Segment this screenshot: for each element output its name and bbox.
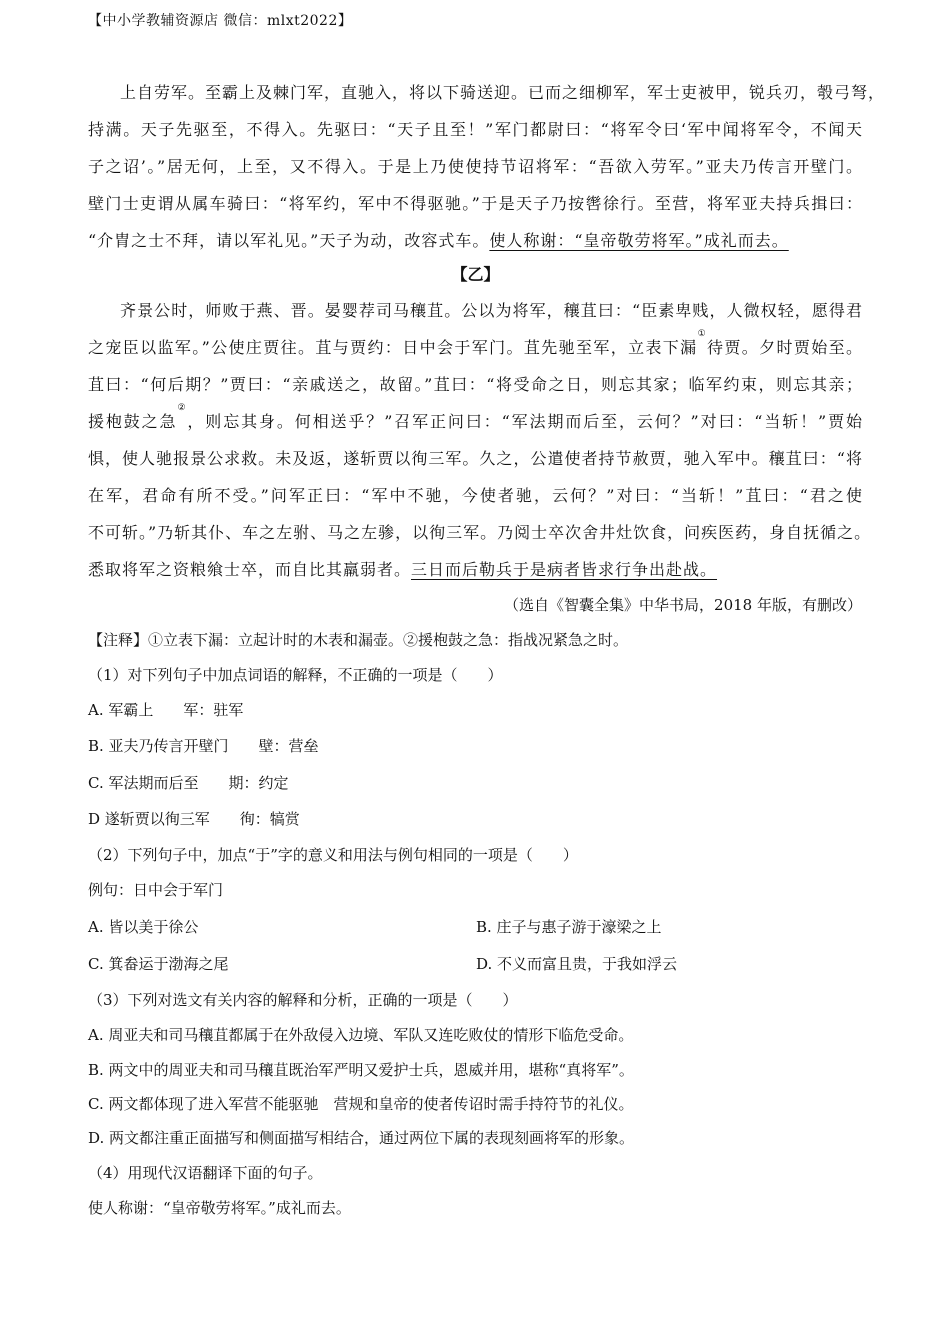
passage-a-line-5-text: “介胄之士不拜，请以军礼见。”天子为动，改容式车。 <box>88 231 490 250</box>
passage-a-line-1: 上自劳军。至霸上及棘门军，直驰入，将以下骑送迎。已而之细柳军，军士吏被甲，锐兵刃，彀弓弩， <box>120 83 886 102</box>
passage-b-line-8 <box>88 551 863 588</box>
passage-b <box>88 292 872 588</box>
passage-a-line-2: 持满。天子先驱至，不得入。先驱曰：“天子且至！”军门都尉曰：“将军令曰‘军中闻将军令，不闻天 <box>88 120 863 139</box>
q2-example: 例句：日中会于军门 <box>88 881 224 899</box>
passage-b-line-4 <box>88 403 863 440</box>
passage-a <box>88 74 886 259</box>
passage-a-line-5 <box>88 222 863 259</box>
underlined-sentence-a: 使人称谢：“皇帝敬劳将军。”成礼而去。 <box>489 231 789 250</box>
passage-b-line-4a: 援枹鼓之急 <box>88 412 178 431</box>
q1-option-b: B. 亚夫乃传言开壁门 壁：营垒 <box>88 737 319 755</box>
passage-b-line-3: 苴曰：“何后期？”贾曰：“亲戚送之，故留。”苴曰：“将受命之日，则忘其家；临军约束，则忘其亲； <box>88 375 863 394</box>
passage-b-line-7: 不可斩。”乃斩其仆、车之左驸、马之左骖，以徇三军。乃阅士卒次舍井灶饮食，问疾医药，身自抚循之。 <box>88 523 872 542</box>
q1-option-c: C. 军法期而后至 期：约定 <box>88 774 289 792</box>
q3-option-a: A. 周亚夫和司马穰苴都属于在外敌侵入边境、军队又连吃败仗的情形下临危受命。 <box>88 1026 634 1044</box>
passage-b-line-2b: 待贾。夕时贾始至。 <box>707 338 863 357</box>
q2-option-d: D. 不义而富且贵，于我如浮云 <box>476 955 678 973</box>
watermark-text: 【中小学教辅资源店 微信：mlxt2022】 <box>88 13 353 29</box>
passage-b-line-6: 在军，君命有所不受。”问军正曰：“军中不驰，今使者驰，云何？”对曰：“当斩！”苴曰：“君之使 <box>88 486 863 505</box>
q1-stem: （1）对下列句子中加点词语的解释，不正确的一项是（ ） <box>88 666 503 684</box>
q2-option-c: C. 箕畚运于渤海之尾 <box>88 955 229 973</box>
passage-b-line-5: 惧，使人驰报景公求救。未及返，遂斩贾以徇三军。久之，公遣使者持节赦贾，驰入军中。穰苴曰：“将 <box>88 449 863 468</box>
underlined-sentence-b: 三日而后勒兵于是病者皆求行争出赴战。 <box>411 560 718 579</box>
passage-b-line-2 <box>88 329 863 366</box>
q3-option-d: D. 两文都注重正面描写和侧面描写相结合，通过两位下属的表现刻画将军的形象。 <box>88 1129 635 1147</box>
passage-b-line-4b: ，则忘其身。何相送乎？”召军正问曰：“军法期而后至，云何？”对曰：“当斩！”贾始 <box>187 412 863 431</box>
q4-stem: （4）用现代汉语翻译下面的句子。 <box>88 1164 323 1182</box>
section-b-title: 【乙】 <box>451 265 500 284</box>
passage-a-line-4: 壁门士吏谓从属车骑曰：“将军约，军中不得驱驰。”于是天子乃按辔徐行。至营，将军亚夫持兵揖曰： <box>88 194 863 213</box>
q2-option-b: B. 庄子与惠子游于濠梁之上 <box>476 918 662 936</box>
passage-a-line-3: 子之诏’。”居无何，上至，又不得入。于是上乃使使持节诏将军：“吾欲入劳军。”亚夫乃传言开壁门。 <box>88 157 863 176</box>
q3-stem: （3）下列对选文有关内容的解释和分析，正确的一项是（ ） <box>88 991 518 1009</box>
passage-b-line-8-text: 悉取将军之资粮飨士卒，而自比其羸弱者。 <box>88 560 412 579</box>
q4-sentence: 使人称谢：“皇帝敬劳将军。”成礼而去。 <box>88 1199 351 1217</box>
q2-stem: （2）下列句子中，加点“于”字的意义和用法与例句相同的一项是（ ） <box>88 846 578 864</box>
passage-b-line-2a: 之宠臣以监军。”公使庄贾往。苴与贾约：日中会于军门。苴先驰至军，立表下漏 <box>88 338 698 357</box>
q3-option-c: C. 两文都体现了进入军营不能驱驰 营规和皇帝的使者传诏时需手持符节的礼仪。 <box>88 1095 634 1113</box>
q3-option-b: B. 两文中的周亚夫和司马穰苴既治军严明又爱护士兵，恩威并用，堪称“真将军”。 <box>88 1061 634 1079</box>
q1-option-d: D 遂斩贾以徇三军 徇：犒赏 <box>88 810 300 828</box>
notes: 【注释】①立表下漏：立起计时的木表和漏壶。②援枹鼓之急：指战况紧急之时。 <box>88 631 629 649</box>
q1-option-a: A. 军霸上 军：驻军 <box>88 701 244 719</box>
source-citation: （选自《智囊全集》中华书局，2018 年版，有删改） <box>504 596 862 614</box>
footnote-mark-1: ① <box>697 329 708 339</box>
passage-b-line-1: 齐景公时，师败于燕、晋。晏婴荐司马穰苴。公以为将军，穰苴曰：“臣素卑贱，人微权轻，愿得君 <box>120 301 863 320</box>
q2-option-a: A. 皆以美于徐公 <box>88 918 199 936</box>
footnote-mark-2: ② <box>177 403 188 413</box>
